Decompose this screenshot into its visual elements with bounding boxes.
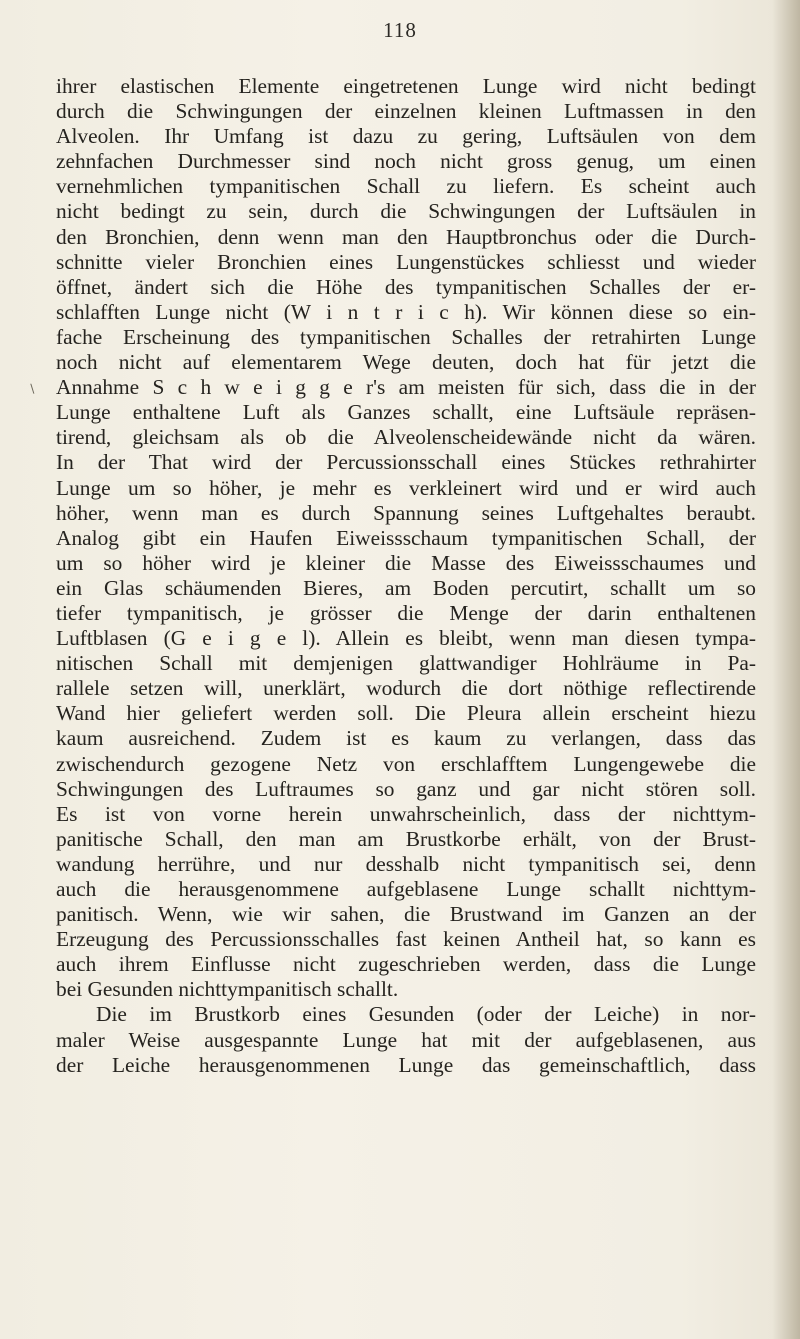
text-line: den Bronchien, denn wenn man den Hauptbronchus oder die Durch-: [56, 224, 756, 249]
text-line: Annahme S c h w e i g g e r's am meisten für sich, dass die in der: [56, 375, 756, 400]
text-line: durch die Schwingungen der einzelnen kleinen Luftmassen in den: [56, 99, 756, 124]
text-line: schnitte vieler Bronchien eines Lungenstückes schliesst und wieder: [56, 249, 756, 274]
text-line: zwischendurch gezogene Netz von erschlafftem Lungengewebe die: [56, 751, 756, 776]
text-line: Analog gibt ein Haufen Eiweissschaum tympanitischen Schall, der: [56, 525, 756, 550]
text-line: ihrer elastischen Elemente eingetretenen Lunge wird nicht bedingt: [56, 74, 756, 98]
text-line: maler Weise ausgespannte Lunge hat mit der aufgeblasenen, aus: [56, 1027, 756, 1052]
text-line: Lunge enthaltene Luft als Ganzes schallt, eine Luftsäule repräsen-: [56, 400, 756, 425]
text-line: ein Glas schäumenden Bieres, am Boden percutirt, schallt um so: [56, 575, 756, 600]
text-line: höher, wenn man es durch Spannung seines Luftgehaltes beraubt.: [56, 500, 756, 525]
text-line: Lunge um so höher, je mehr es verkleinert wird und er wird auch: [56, 475, 756, 500]
text-line: der Leiche herausgenommenen Lunge das gemeinschaftlich, dass: [56, 1052, 756, 1077]
text-line: bei Gesunden nichttympanitisch schallt.: [56, 977, 399, 1002]
text-line: tirend, gleichsam als ob die Alveolenscheidewände nicht da wären.: [56, 425, 756, 450]
text-line: nitischen Schall mit demjenigen glattwandiger Hohlräume in Pa-: [56, 651, 756, 676]
page-number: 118: [383, 18, 417, 42]
text-line: Es ist von vorne herein unwahrscheinlich, dass der nichttym-: [56, 801, 756, 826]
text-line: panitisch. Wenn, wie wir sahen, die Brustwand im Ganzen an der: [56, 902, 756, 927]
text-line: um so höher wird je kleiner die Masse des Eiweissschaumes und: [56, 550, 756, 575]
text-line: panitische Schall, den man am Brustkorbe erhält, von der Brust-: [56, 826, 756, 851]
text-line: fache Erscheinung des tympanitischen Schalles der retrahirten Lunge: [56, 324, 756, 349]
text-line: rallele setzen will, unerklärt, wodurch die dort nöthige reflectirende: [56, 676, 756, 701]
text-line: noch nicht auf elementarem Wege deuten, doch hat für jetzt die: [56, 350, 756, 375]
text-line: öffnet, ändert sich die Höhe des tympanitischen Schalles der er-: [56, 274, 756, 299]
body-text: [56, 74, 756, 1078]
text-line: kaum ausreichend. Zudem ist es kaum zu verlangen, dass das: [56, 726, 756, 751]
text-line: nicht bedingt zu sein, durch die Schwingungen der Luftsäulen in: [56, 199, 756, 224]
text-line: Alveolen. Ihr Umfang ist dazu zu gering, Luftsäulen von dem: [56, 124, 756, 149]
page-edge-shadow: [772, 0, 800, 1339]
text-line: Erzeugung des Percussionsschalles fast keinen Antheil hat, so kann es: [56, 927, 756, 952]
text-line: Die im Brustkorb eines Gesunden (oder der Leiche) in nor-: [96, 1002, 756, 1027]
text-line: In der That wird der Percussionsschall eines Stückes rethrahirter: [56, 450, 756, 475]
text-line: zehnfachen Durchmesser sind noch nicht gross genug, um einen: [56, 149, 756, 174]
text-line: Luftblasen (G e i g e l). Allein es bleibt, wenn man diesen tympa-: [56, 626, 756, 651]
text-line: tiefer tympanitisch, je grösser die Menge der darin enthaltenen: [56, 600, 756, 625]
text-line: schlafften Lunge nicht (W i n t r i c h). Wir können diese so ein-: [56, 299, 756, 324]
text-line: vernehmlichen tympanitischen Schall zu liefern. Es scheint auch: [56, 174, 756, 199]
text-line: auch ihrem Einflusse nicht zugeschrieben werden, dass die Lunge: [56, 952, 756, 977]
margin-mark: ∖: [28, 382, 36, 396]
text-line: wandung herrühre, und nur desshalb nicht tympanitisch sei, denn: [56, 851, 756, 876]
text-line: Wand hier geliefert werden soll. Die Pleura allein erscheint hiezu: [56, 701, 756, 726]
text-line: Schwingungen des Luftraumes so ganz und gar nicht stören soll.: [56, 776, 756, 801]
text-line: auch die herausgenommene aufgeblasene Lunge schallt nichttym-: [56, 877, 756, 901]
